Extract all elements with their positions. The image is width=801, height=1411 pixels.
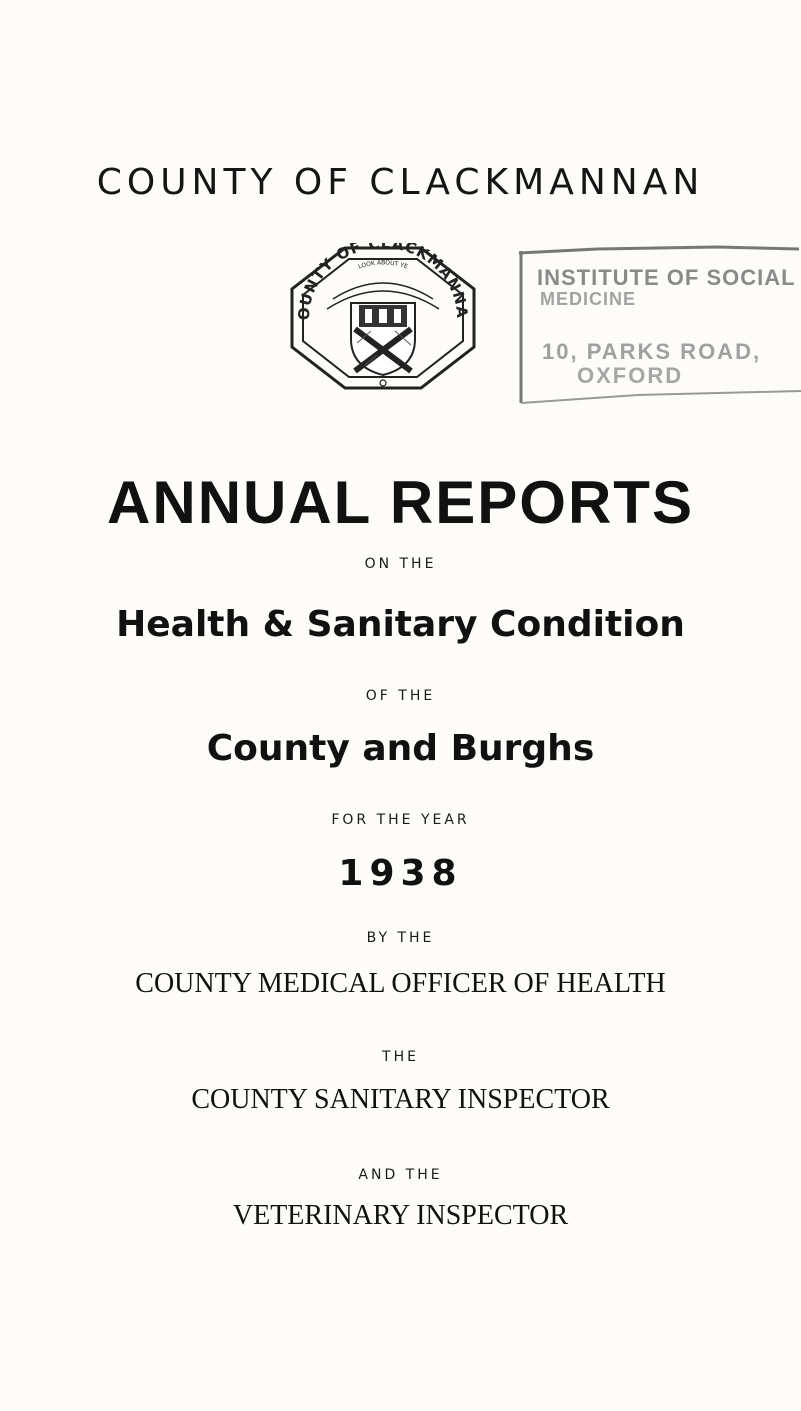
svg-text:LOOK ABOUT YE — [357, 259, 408, 270]
library-stamp — [517, 245, 801, 405]
author-medical-officer: COUNTY MEDICAL OFFICER OF HEALTH — [135, 968, 666, 999]
for-the-year-label: FOR THE YEAR — [331, 812, 470, 828]
crest-motto: OUNTY OF CLACKMANNA — [294, 243, 472, 321]
area-title: County and Burghs — [206, 728, 595, 769]
crest-inner-band: LOOK ABOUT YE — [357, 259, 409, 271]
stamp-line-4: OXFORD — [577, 363, 684, 388]
stamp-line-3: 10, PARKS ROAD, — [542, 339, 762, 364]
county-heading: COUNTY OF CLACKMANNAN — [96, 162, 705, 203]
author-sanitary-inspector: COUNTY SANITARY INSPECTOR — [191, 1084, 610, 1115]
the-label: THE — [382, 1049, 419, 1065]
report-year: 1938 — [338, 853, 463, 894]
county-crest-emblem-icon — [287, 243, 479, 393]
main-title: ANNUAL REPORTS — [107, 469, 694, 536]
on-the-label: ON THE — [364, 556, 437, 572]
stamp-line-1: INSTITUTE OF SOCIAL — [537, 265, 796, 290]
stamp-line-2: MEDICINE — [540, 289, 637, 309]
subject-title: Health & Sanitary Condition — [116, 604, 685, 645]
by-the-label: BY THE — [366, 930, 435, 946]
and-the-label: AND THE — [358, 1167, 443, 1183]
of-the-label: OF THE — [365, 688, 436, 704]
author-veterinary-inspector: VETERINARY INSPECTOR — [232, 1200, 569, 1231]
county-crest — [287, 243, 479, 393]
